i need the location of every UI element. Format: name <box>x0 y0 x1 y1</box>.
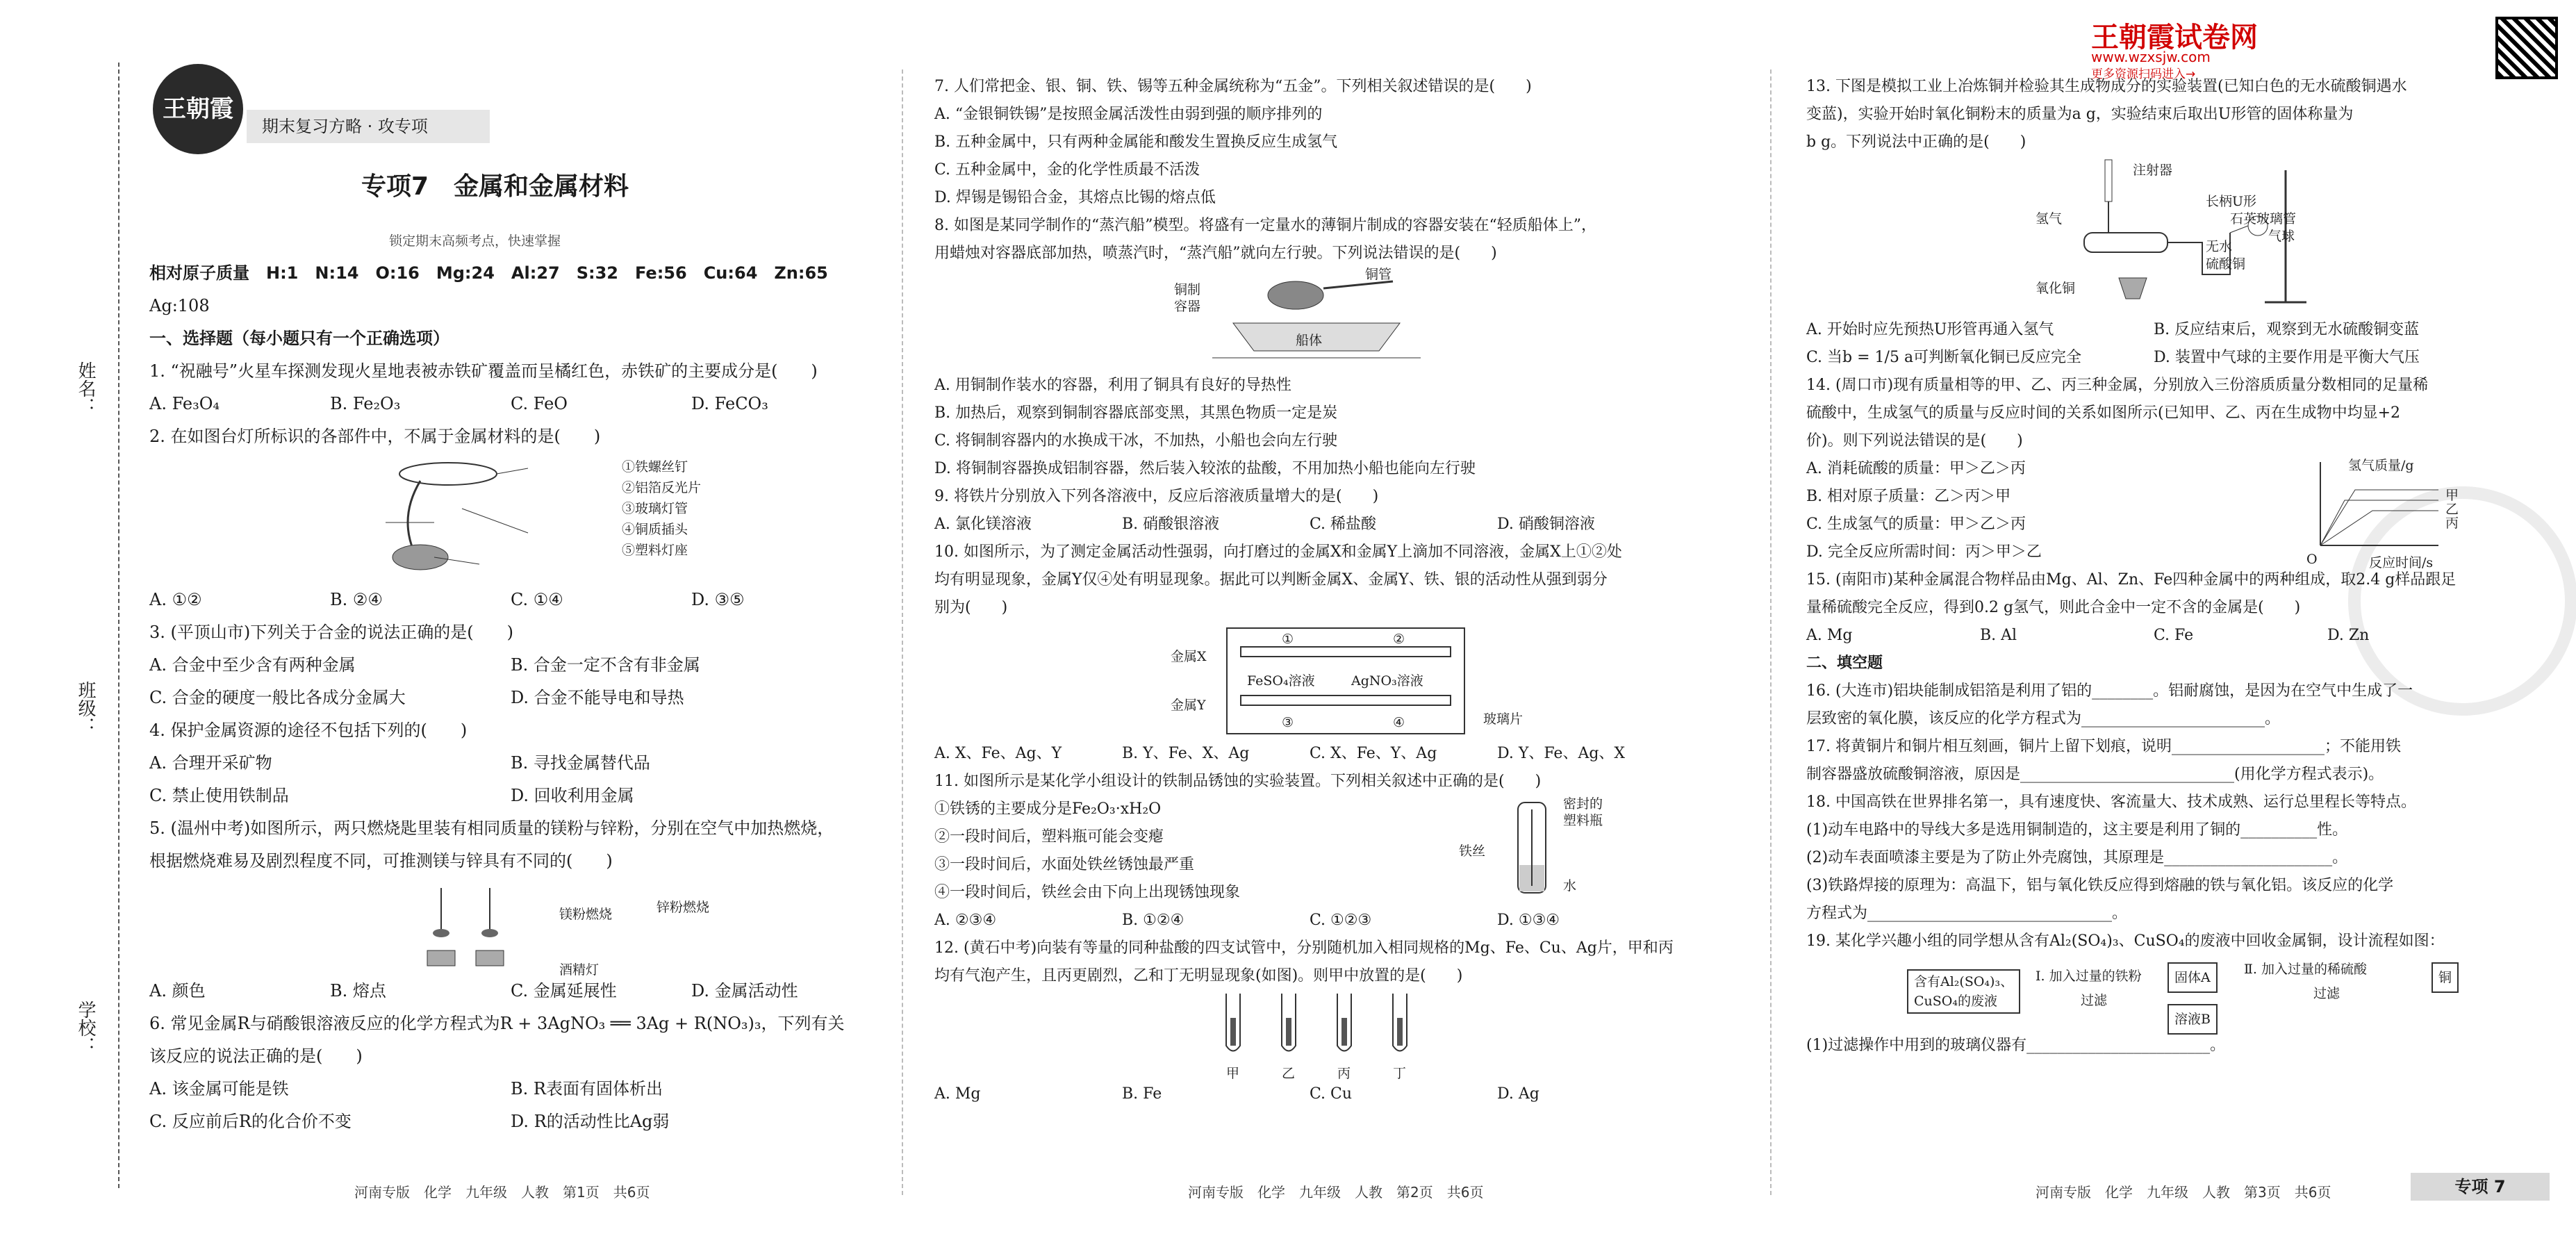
logo: 王朝霞 <box>153 64 243 154</box>
question-stem: 4. 保护金属资源的途径不包括下列的( ) <box>149 721 468 740</box>
question-line: (1)动车电路中的导线大多是选用铜制造的，这主要是利用了铜的__________性。 <box>1806 821 2348 839</box>
question-options <box>1806 622 2543 650</box>
flow-text: CuSO₄的废液 <box>1914 994 1997 1009</box>
flow-solution-b: 溶液B <box>2168 1004 2218 1035</box>
figure-label: 酒精灯 <box>559 962 600 978</box>
option: B. 熔点 <box>330 981 386 1001</box>
flow-step: Ⅰ. 加入过量的铁粉 <box>2036 969 2142 984</box>
question-line: (1)过滤操作中用到的玻璃仪器有________________________。 <box>1806 1037 2226 1054</box>
option: D. ①③④ <box>1497 912 1560 929</box>
class-label: 班级： <box>75 681 96 735</box>
figure-label: 注射器 <box>2133 163 2173 178</box>
statement: ③一段时间后，水面处铁丝锈蚀最严重 <box>934 856 1195 873</box>
option: B. ①②④ <box>1122 912 1184 929</box>
question-stem-cont: 用蜡烛对容器底部加热，喷蒸汽时，“蒸汽船”就向左行驶。下列说法错误的是( ) <box>934 245 1497 262</box>
figure-label: ⑤塑料灯座 <box>622 543 688 558</box>
option: C. X、Fe、Y、Ag <box>1310 745 1437 762</box>
question-stem: 10. 如图所示，为了测定金属活动性强弱，向打磨过的金属X和金属Y上滴加不同溶液，金属X上①②处 <box>934 543 1622 561</box>
question-line: 18. 中国高铁在世界排名第一，具有速度快、客流量大、技术成熟、运行总里程长等特点。 <box>1806 793 2416 811</box>
flow-step: 过滤 <box>2313 986 2340 1001</box>
question-options <box>149 649 886 682</box>
option: C. 生成氢气的质量：甲＞乙＞丙 <box>1806 516 2026 533</box>
question-line: (2)动车表面喷漆主要是为了防止外壳腐蚀，其原理是______________________。 <box>1806 849 2348 866</box>
option: A. 氯化镁溶液 <box>934 516 1032 533</box>
page1-content <box>149 257 886 1138</box>
figure-label: AgNO₃溶液 <box>1351 673 1423 689</box>
question-options <box>149 682 886 714</box>
option: A. ①② <box>149 590 202 609</box>
question-stem-cont: 别为( ) <box>934 599 1008 616</box>
option: B. ②④ <box>330 590 383 609</box>
atomic-mass: 相对原子质量 H:1 N:14 O:16 Mg:24 Al:27 S:32 Fe:56 Cu:64 Zn:65 <box>149 263 828 283</box>
option: D. ③⑤ <box>691 590 745 609</box>
option: D. 焊锡是锡铅合金，其熔点比锡的熔点低 <box>934 189 1216 206</box>
question-options <box>1806 316 2543 344</box>
option: B. 硝酸银溶液 <box>1122 516 1220 533</box>
topic-tag: 专项 7 <box>2411 1173 2550 1201</box>
flow-waste-box <box>1907 969 2020 1014</box>
metal-x-strip <box>1240 646 1451 657</box>
question-stem: 3. (平顶山市)下列关于合金的说法正确的是( ) <box>149 623 513 642</box>
question-options <box>934 740 1754 768</box>
page2-content <box>934 73 1754 1108</box>
option: B. 五种金属中，只有两种金属能和酸发生置换反应生成氢气 <box>934 133 1338 151</box>
figure-label: 丁 <box>1393 1066 1407 1081</box>
question-options <box>934 907 1754 935</box>
option: C. 稀盐酸 <box>1310 516 1377 533</box>
question-stem: 6. 常见金属R与硝酸银溶液反应的化学方程式为R + 3AgNO₃ ══ 3Ag + R(NO₃)₃，下列有关 <box>149 1014 845 1033</box>
question-stem-cont: 硫酸中，生成氢气的质量与反应时间的关系如图所示(已知甲、乙、丙在生成物中均显+2 <box>1806 404 2401 422</box>
question-options <box>149 388 886 420</box>
option: C. 五种金属中，金的化学性质最不活泼 <box>934 161 1200 179</box>
option: A. 用铜制作装水的容器，利用了铜具有良好的导热性 <box>934 377 1291 394</box>
option: A. Fe₃O₄ <box>149 394 220 413</box>
figure-label: 锌粉燃烧 <box>657 900 710 915</box>
option: D. 装置中气球的主要作用是平衡大气压 <box>2154 349 2420 366</box>
figure-label: 石英玻璃管 <box>2230 211 2297 227</box>
figure-label: 容器 <box>1174 299 1201 314</box>
figure-label: O <box>2306 552 2318 567</box>
option: A. 该金属可能是铁 <box>149 1079 289 1098</box>
q12-figure <box>934 990 1754 1080</box>
option: A. ②③④ <box>934 912 997 929</box>
figure-label: ②铝箔反光片 <box>622 480 702 495</box>
figure-label: 船体 <box>1296 333 1323 348</box>
question-stem-cont: 均有明显现象，金属Y仅④处有明显现象。据此可以判断金属X、金属Y、铁、银的活动性从强到弱分 <box>934 571 1608 588</box>
page-seam-2 <box>1770 69 1772 1195</box>
student-info-sidebar <box>0 0 125 1243</box>
option: B. 相对原子质量：乙＞丙＞甲 <box>1806 488 2011 505</box>
figure-label: ④ <box>1393 715 1405 730</box>
q19-flowchart <box>1806 955 2543 1032</box>
flow-text: 含有Al₂(SO₄)₃、 <box>1914 974 2014 989</box>
option: D. 合金不能导电和导热 <box>511 688 684 707</box>
option: C. ①④ <box>511 590 563 609</box>
question-line: 层致密的氧化膜，该反应的化学方程式为________________________。 <box>1806 710 2281 727</box>
question-line: (3)铁路焊接的原理为：高温下，铝与氧化铁反应得到熔融的铁与氧化铝。该反应的化学 <box>1806 877 2394 894</box>
figure-label: ② <box>1393 632 1405 647</box>
option: B. 反应结束后，观察到无水硫酸铜变蓝 <box>2154 321 2420 338</box>
option: D. Zn <box>2327 627 2370 644</box>
question-stem-cont: 价)。则下列说法错误的是( ) <box>1806 432 2023 450</box>
figure-label: FeSO₄溶液 <box>1247 673 1315 689</box>
option: D. Ag <box>1497 1085 1539 1103</box>
question-options <box>149 1073 886 1105</box>
desk-lamp-figure <box>358 453 566 578</box>
figure-label: 硫酸铜 <box>2206 256 2246 272</box>
question-stem-cont: b g。下列说法中正确的是( ) <box>1806 133 2026 151</box>
brand-url: www.wzxsjw.com <box>2091 49 2211 65</box>
binding-line <box>118 63 119 1188</box>
question-stem: 2. 在如图台灯所标识的各部件中，不属于金属材料的是( ) <box>149 427 601 446</box>
rust-bottle-figure <box>1504 796 1560 900</box>
q2-figure <box>149 453 886 584</box>
option: C. 将铜制容器内的水换成干冰，不加热，小船也会向左行驶 <box>934 432 1338 450</box>
figure-label: ① <box>1282 632 1294 647</box>
option: C. FeO <box>511 394 568 413</box>
question-options <box>934 511 1754 538</box>
figure-label: 无水 <box>2206 239 2233 254</box>
option: C. 金属延展性 <box>511 981 617 1001</box>
statement: ②一段时间后，塑料瓶可能会变瘪 <box>934 828 1164 846</box>
figure-label-group <box>1563 796 1603 829</box>
question-stem: 12. (黄石中考)向装有等量的同种盐酸的四支试管中，分别随机加入相同规格的Mg、Fe、Cu、Ag片，甲和丙 <box>934 939 1674 957</box>
figure-label: 氢气质量/g <box>2348 458 2414 473</box>
question-stem: 9. 将铁片分别放入下列各溶液中，反应后溶液质量增大的是( ) <box>934 488 1379 505</box>
option: B. Fe <box>1122 1085 1162 1103</box>
page-footer: 河南专版 化学 九年级 人教 第3页 共6页 <box>2036 1184 2331 1201</box>
figure-label: 玻璃片 <box>1483 711 1524 727</box>
figure-label: 乙 <box>1282 1066 1296 1081</box>
question-options <box>149 1105 886 1138</box>
option: D. 回收利用金属 <box>511 786 634 805</box>
question-options <box>149 584 886 616</box>
question-stem-cont: 该反应的说法正确的是( ) <box>149 1046 363 1066</box>
figure-label: 铜制 <box>1174 282 1201 297</box>
option: D. FeCO₃ <box>691 394 768 413</box>
option: B. 寻找金属替代品 <box>511 753 650 773</box>
statement: ①铁锈的主要成分是Fe₂O₃·xH₂O <box>934 800 1162 818</box>
figure-label: 铜管 <box>1365 267 1392 282</box>
figure-label: ①铁螺丝钉 <box>622 459 688 475</box>
page-title: 专项7 金属和金属材料 <box>361 172 629 201</box>
q10-figure <box>934 622 1754 740</box>
figure-label: ④铜质插头 <box>622 522 688 537</box>
flow-step: Ⅱ. 加入过量的稀硫酸 <box>2244 962 2367 977</box>
option: B. Al <box>1980 627 2017 644</box>
question-line: 16. (大连市)铝块能制成铝箔是利用了铝的________。铝耐腐蚀，是因为在空气中生成了一 <box>1806 682 2413 700</box>
figure-label: 乙 <box>2445 502 2459 517</box>
option: A. Mg <box>1806 627 1853 644</box>
option: D. 完全反应所需时间：丙＞甲＞乙 <box>1806 543 2042 561</box>
name-label: 姓名： <box>75 361 96 415</box>
option: A. 消耗硫酸的质量：甲＞乙＞丙 <box>1806 460 2026 477</box>
page-footer: 河南专版 化学 九年级 人教 第2页 共6页 <box>1188 1184 1484 1201</box>
figure-label: 反应时间/s <box>2369 555 2434 570</box>
figure-label: 水 <box>1563 878 1577 894</box>
question-stem: 15. (南阳市)某种金属混合物样品由Mg、Al、Zn、Fe四种金属中的两种组成，取2.4 g样品跟足 <box>1806 571 2457 588</box>
figure-label: 气球 <box>2268 229 2295 244</box>
question-stem: 7. 人们常把金、银、铜、铁、锡等五种金属统称为“五金”。下列相关叙述错误的是( ) <box>934 78 1532 95</box>
option: B. 合金一定不含有非金属 <box>511 655 700 675</box>
question-stem: 5. (温州中考)如图所示，两只燃烧匙里装有相同质量的镁粉与锌粉，分别在空气中加热燃烧， <box>149 818 834 838</box>
question-stem: 1. “祝融号”火星车探测发现火星地表被赤铁矿覆盖而呈橘红色，赤铁矿的主要成分是( ) <box>149 361 818 381</box>
figure-label: 氢气 <box>2036 211 2063 227</box>
flow-solid-a: 固体A <box>2168 962 2218 993</box>
figure-label: 长柄U形 <box>2206 194 2257 209</box>
question-stem-cont: 变蓝)，实验开始时氧化铜粉末的质量为a g，实验结束后取出U形管的固体称量为 <box>1806 106 2354 123</box>
q14-block <box>1806 455 2543 570</box>
series-header: 期末复习方略 · 攻专项 <box>247 110 490 143</box>
figure-label: 甲 <box>2445 488 2459 503</box>
option: A. 合理开采矿物 <box>149 753 272 773</box>
figure-label: 丙 <box>1337 1066 1351 1081</box>
question-stem: 13. 下图是模拟工业上冶炼铜并检验其生成物成分的实验装置(已知白色的无水硫酸铜遇水 <box>1806 78 2407 95</box>
option: B. Fe₂O₃ <box>330 394 401 413</box>
option: C. Cu <box>1310 1085 1353 1103</box>
q5-figure <box>149 878 886 978</box>
page-subtitle: 锁定期末高频考点，快速掌握 <box>389 233 561 249</box>
question-stem: 14. (周口市)现有质量相等的甲、乙、丙三种金属，分别放入三份溶质质量分数相同的足量稀 <box>1806 377 2429 394</box>
figure-label: 甲 <box>1226 1066 1240 1081</box>
figure-label: ③玻璃灯管 <box>622 501 688 516</box>
q8-figure <box>934 267 1754 372</box>
figure-label: 密封的 <box>1563 796 1603 812</box>
brand-name: 王朝霞试卷网 <box>2091 22 2258 53</box>
figure-label: 金属Y <box>1171 698 1206 713</box>
page-seam-1 <box>902 69 903 1195</box>
figure-label: 铁丝 <box>1459 843 1486 859</box>
question-stem-cont: 均有气泡产生，且丙更剧烈，乙和丁无明显现象(如图)。则甲中放置的是( ) <box>934 967 1463 985</box>
question-options <box>149 747 886 780</box>
option: C. 合金的硬度一般比各成分金属大 <box>149 688 406 707</box>
figure-label-group <box>1174 281 1200 315</box>
option: A. “金银铜铁锡”是按照金属活泼性由弱到强的顺序排列的 <box>934 106 1323 123</box>
option: C. 当b = 1/5 a可判断氧化铜已反应完全 <box>1806 349 2082 366</box>
figure-label: 金属X <box>1171 649 1207 664</box>
option: D. R的活动性比Ag弱 <box>511 1112 670 1131</box>
question-line: 制容器盛放硫酸铜溶液，原因是____________________________(用化学方程式表示)。 <box>1806 766 2384 783</box>
figure-label: 丙 <box>2445 516 2459 531</box>
option: D. 金属活动性 <box>691 981 798 1001</box>
school-label: 学校： <box>75 1001 96 1055</box>
option: A. 开始时应先预热U形管再通入氢气 <box>1806 321 2054 338</box>
flow-step: 过滤 <box>2081 993 2108 1008</box>
question-line: 方程式为________________________________。 <box>1806 905 2128 922</box>
option: B. 加热后，观察到铜制容器底部变黑，其黑色物质一定是炭 <box>934 404 1338 422</box>
brand-more: 更多资源扫码进入→ <box>2091 67 2196 81</box>
section-title: 二、填空题 <box>1806 655 1883 672</box>
section-title: 一、选择题（每小题只有一个正确选项） <box>149 329 449 348</box>
question-stem: 19. 某化学兴趣小组的同学想从含有Al₂(SO₄)₃、CuSO₄的废液中回收金属铜，设计流程如图： <box>1806 932 2445 950</box>
option: D. 将铜制容器换成铝制容器，然后装入较浓的盐酸，不用加热小船也能向左行驶 <box>934 460 1476 477</box>
option: C. ①②③ <box>1310 912 1372 929</box>
option: B. Y、Fe、X、Ag <box>1122 745 1250 762</box>
statement: ④一段时间后，铁丝会由下向上出现锈蚀现象 <box>934 884 1241 901</box>
metal-y-strip <box>1240 695 1451 706</box>
option: D. 硝酸铜溶液 <box>1497 516 1595 533</box>
q11-block <box>934 796 1754 907</box>
atomic-mass-2: Ag:108 <box>149 296 210 315</box>
figure-label: 氧化铜 <box>2036 281 2076 296</box>
option: C. 反应前后R的化合价不变 <box>149 1112 352 1131</box>
option: A. 颜色 <box>149 981 206 1001</box>
option: C. Fe <box>2154 627 2194 644</box>
page3-content <box>1806 73 2543 1060</box>
question-stem: 11. 如图所示是某化学小组设计的铁制品锈蚀的实验装置。下列相关叙述中正确的是( ) <box>934 773 1542 790</box>
question-line: 17. 将黄铜片和铜片相互刻画，铜片上留下划痕，说明____________________；不能用铁 <box>1806 738 2401 755</box>
question-options <box>149 975 886 1007</box>
question-stem: 8. 如图是某同学制作的“蒸汽船”模型。将盛有一定量水的薄铜片制成的容器安装在“轻质船体上”， <box>934 217 1596 234</box>
figure-legend <box>622 456 701 561</box>
page-footer: 河南专版 化学 九年级 人教 第1页 共6页 <box>354 1184 650 1201</box>
option: D. Y、Fe、Ag、X <box>1497 745 1626 762</box>
combustion-figure <box>399 881 580 971</box>
option: A. X、Fe、Ag、Y <box>934 745 1062 762</box>
question-options <box>149 780 886 812</box>
option: A. 合金中至少含有两种金属 <box>149 655 356 675</box>
option: B. R表面有固体析出 <box>511 1079 663 1098</box>
option: A. Mg <box>934 1085 981 1103</box>
qr-code-icon <box>2495 17 2558 79</box>
q13-figure <box>1806 156 2543 316</box>
question-stem-cont: 根据燃烧难易及剧烈程度不同，可推测镁与锌具有不同的( ) <box>149 851 613 871</box>
figure-label: ③ <box>1282 715 1294 730</box>
figure-label: 镁粉燃烧 <box>559 907 613 922</box>
question-stem-cont: 量稀硫酸完全反应，得到0.2 g氢气，则此合金中一定不含的金属是( ) <box>1806 599 2301 616</box>
figure-label: 塑料瓶 <box>1563 813 1603 828</box>
test-tubes-figure <box>1212 990 1435 1060</box>
question-options <box>1806 344 2543 372</box>
flow-copper: 铜 <box>2431 962 2459 993</box>
option: C. 禁止使用铁制品 <box>149 786 289 805</box>
